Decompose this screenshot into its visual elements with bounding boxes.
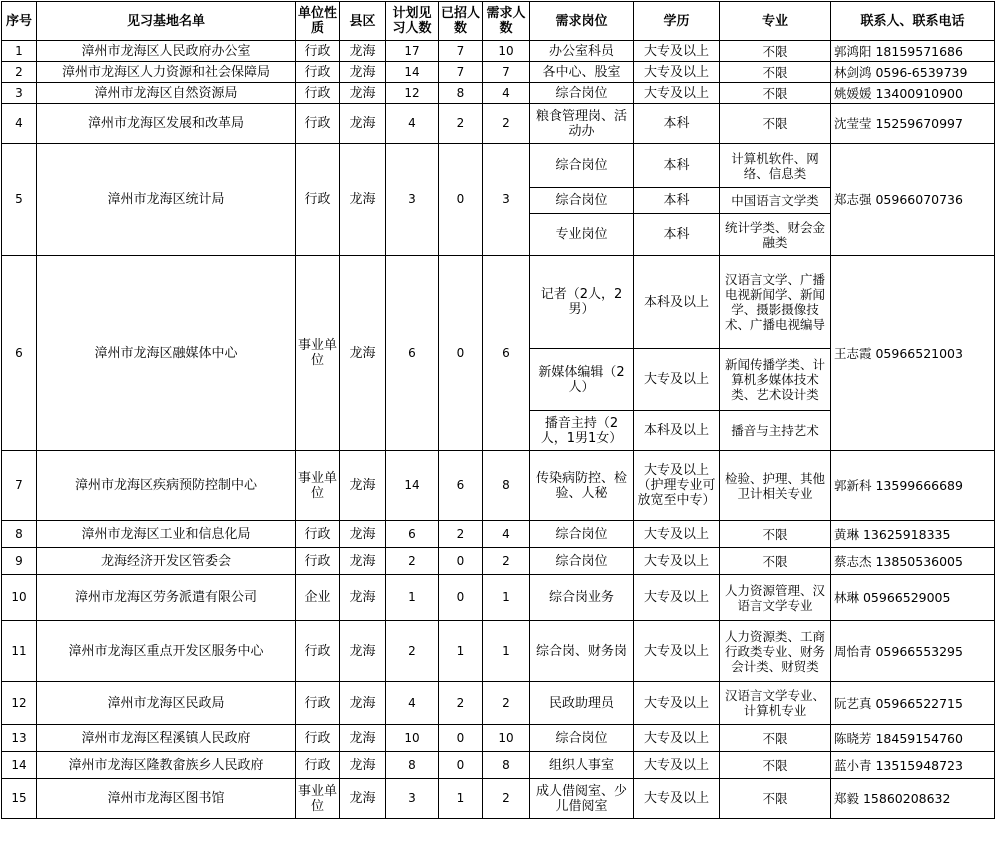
unit-nature: 行政 [296, 41, 340, 62]
row-number: 7 [2, 451, 37, 521]
row-number: 9 [2, 548, 37, 575]
planned-count: 12 [386, 83, 439, 104]
unit-name: 漳州市龙海区发展和改革局 [37, 104, 296, 144]
demand-count: 3 [483, 144, 530, 256]
table-row [2, 621, 995, 682]
unit-name: 漳州市龙海区图书馆 [37, 779, 296, 819]
unit-nature: 行政 [296, 725, 340, 752]
county: 龙海 [340, 41, 386, 62]
major: 不限 [720, 41, 831, 62]
demand-count: 4 [483, 521, 530, 548]
planned-count: 4 [386, 104, 439, 144]
position: 专业岗位 [530, 214, 634, 256]
major: 不限 [720, 62, 831, 83]
hired-count: 1 [439, 621, 483, 682]
demand-count: 8 [483, 752, 530, 779]
demand-count: 6 [483, 256, 530, 451]
planned-count: 10 [386, 725, 439, 752]
internship-base-table [1, 1, 995, 819]
county: 龙海 [340, 575, 386, 621]
education: 大专及以上 [634, 682, 720, 725]
county: 龙海 [340, 83, 386, 104]
unit-name: 漳州市龙海区融媒体中心 [37, 256, 296, 451]
hired-count: 7 [439, 62, 483, 83]
demand-count: 7 [483, 62, 530, 83]
position: 播音主持（2人，1男1女） [530, 411, 634, 451]
col-header-no: 序号 [2, 2, 37, 41]
position: 办公室科员 [530, 41, 634, 62]
contact: 阮艺真 05966522715 [831, 682, 995, 725]
hired-count: 0 [439, 548, 483, 575]
contact: 黄琳 13625918335 [831, 521, 995, 548]
col-header-edu: 学历 [634, 2, 720, 41]
unit-nature: 行政 [296, 752, 340, 779]
county: 龙海 [340, 779, 386, 819]
unit-nature: 行政 [296, 104, 340, 144]
unit-nature: 行政 [296, 682, 340, 725]
position: 综合岗位 [530, 725, 634, 752]
row-number: 14 [2, 752, 37, 779]
position: 综合岗、财务岗 [530, 621, 634, 682]
table-row [2, 682, 995, 725]
table-row [2, 575, 995, 621]
education: 大专及以上 [634, 779, 720, 819]
hired-count: 2 [439, 104, 483, 144]
county: 龙海 [340, 62, 386, 83]
position: 综合岗位 [530, 521, 634, 548]
row-number: 3 [2, 83, 37, 104]
hired-count: 8 [439, 83, 483, 104]
education: 大专及以上 [634, 41, 720, 62]
planned-count: 6 [386, 256, 439, 451]
position: 综合岗业务 [530, 575, 634, 621]
row-number: 15 [2, 779, 37, 819]
contact: 林剑鸿 0596-6539739 [831, 62, 995, 83]
unit-name: 漳州市龙海区民政局 [37, 682, 296, 725]
unit-nature: 行政 [296, 144, 340, 256]
unit-name: 漳州市龙海区疾病预防控制中心 [37, 451, 296, 521]
hired-count: 6 [439, 451, 483, 521]
position: 综合岗位 [530, 548, 634, 575]
education: 大专及以上（护理专业可放宽至中专） [634, 451, 720, 521]
col-header-contact: 联系人、联系电话 [831, 2, 995, 41]
position: 综合岗位 [530, 188, 634, 214]
contact: 姚媛媛 13400910900 [831, 83, 995, 104]
row-number: 6 [2, 256, 37, 451]
planned-count: 4 [386, 682, 439, 725]
col-header-post: 需求岗位 [530, 2, 634, 41]
planned-count: 2 [386, 621, 439, 682]
major: 不限 [720, 725, 831, 752]
row-number: 13 [2, 725, 37, 752]
hired-count: 0 [439, 752, 483, 779]
planned-count: 17 [386, 41, 439, 62]
position: 民政助理员 [530, 682, 634, 725]
col-header-hired: 已招人数 [439, 2, 483, 41]
major: 不限 [720, 779, 831, 819]
unit-nature: 事业单位 [296, 451, 340, 521]
unit-name: 漳州市龙海区工业和信息化局 [37, 521, 296, 548]
contact: 郑志强 05966070736 [831, 144, 995, 256]
demand-count: 2 [483, 779, 530, 819]
contact: 王志霞 05966521003 [831, 256, 995, 451]
unit-name: 漳州市龙海区重点开发区服务中心 [37, 621, 296, 682]
education: 大专及以上 [634, 575, 720, 621]
education: 本科及以上 [634, 256, 720, 349]
position: 传染病防控、检验、人秘 [530, 451, 634, 521]
contact: 蔡志杰 13850536005 [831, 548, 995, 575]
unit-name: 漳州市龙海区自然资源局 [37, 83, 296, 104]
table-row [2, 144, 995, 188]
unit-name: 漳州市龙海区统计局 [37, 144, 296, 256]
county: 龙海 [340, 521, 386, 548]
hired-count: 0 [439, 144, 483, 256]
table-row [2, 41, 995, 62]
hired-count: 0 [439, 725, 483, 752]
row-number: 8 [2, 521, 37, 548]
unit-nature: 企业 [296, 575, 340, 621]
unit-nature: 行政 [296, 62, 340, 83]
major: 统计学类、财会金融类 [720, 214, 831, 256]
county: 龙海 [340, 725, 386, 752]
planned-count: 1 [386, 575, 439, 621]
col-header-major: 专业 [720, 2, 831, 41]
unit-nature: 事业单位 [296, 256, 340, 451]
demand-count: 10 [483, 41, 530, 62]
table-row [2, 779, 995, 819]
education: 本科 [634, 214, 720, 256]
planned-count: 2 [386, 548, 439, 575]
county: 龙海 [340, 104, 386, 144]
contact: 蓝小青 13515948723 [831, 752, 995, 779]
education: 大专及以上 [634, 752, 720, 779]
unit-name: 漳州市龙海区隆教畲族乡人民政府 [37, 752, 296, 779]
unit-nature: 行政 [296, 83, 340, 104]
position: 新媒体编辑（2人） [530, 349, 634, 411]
major: 汉语言文学专业、计算机专业 [720, 682, 831, 725]
position: 各中心、股室 [530, 62, 634, 83]
county: 龙海 [340, 548, 386, 575]
header-row [2, 2, 995, 41]
contact: 郑毅 15860208632 [831, 779, 995, 819]
major: 不限 [720, 521, 831, 548]
table-row [2, 725, 995, 752]
position: 组织人事室 [530, 752, 634, 779]
education: 本科 [634, 188, 720, 214]
education: 本科及以上 [634, 411, 720, 451]
unit-nature: 行政 [296, 548, 340, 575]
table-row [2, 521, 995, 548]
major: 人力资源管理、汉语言文学专业 [720, 575, 831, 621]
row-number: 5 [2, 144, 37, 256]
unit-name: 漳州市龙海区程溪镇人民政府 [37, 725, 296, 752]
unit-name: 漳州市龙海区劳务派遣有限公司 [37, 575, 296, 621]
county: 龙海 [340, 682, 386, 725]
demand-count: 8 [483, 451, 530, 521]
position: 粮食管理岗、活动办 [530, 104, 634, 144]
demand-count: 2 [483, 548, 530, 575]
contact: 周怡青 05966553295 [831, 621, 995, 682]
major: 汉语言文学、广播电视新闻学、新闻学、摄影摄像技术、广播电视编导 [720, 256, 831, 349]
table-row [2, 104, 995, 144]
planned-count: 14 [386, 451, 439, 521]
planned-count: 14 [386, 62, 439, 83]
demand-count: 2 [483, 682, 530, 725]
col-header-plan: 计划见习人数 [386, 2, 439, 41]
unit-nature: 行政 [296, 621, 340, 682]
position: 记者（2人，2男） [530, 256, 634, 349]
row-number: 2 [2, 62, 37, 83]
contact: 林琳 05966529005 [831, 575, 995, 621]
contact: 郭鸿阳 18159571686 [831, 41, 995, 62]
hired-count: 0 [439, 575, 483, 621]
hired-count: 7 [439, 41, 483, 62]
unit-nature: 事业单位 [296, 779, 340, 819]
demand-count: 1 [483, 575, 530, 621]
row-number: 10 [2, 575, 37, 621]
row-number: 1 [2, 41, 37, 62]
col-header-unit: 见习基地名单 [37, 2, 296, 41]
unit-name: 漳州市龙海区人民政府办公室 [37, 41, 296, 62]
county: 龙海 [340, 256, 386, 451]
col-header-county: 县区 [340, 2, 386, 41]
planned-count: 3 [386, 779, 439, 819]
demand-count: 2 [483, 104, 530, 144]
row-number: 11 [2, 621, 37, 682]
planned-count: 6 [386, 521, 439, 548]
planned-count: 3 [386, 144, 439, 256]
position: 综合岗位 [530, 144, 634, 188]
table-row [2, 548, 995, 575]
hired-count: 2 [439, 682, 483, 725]
major: 人力资源类、工商行政类专业、财务会计类、财贸类 [720, 621, 831, 682]
demand-count: 1 [483, 621, 530, 682]
table-row [2, 752, 995, 779]
major: 不限 [720, 752, 831, 779]
major: 不限 [720, 548, 831, 575]
education: 本科 [634, 104, 720, 144]
contact: 陈晓芳 18459154760 [831, 725, 995, 752]
major: 中国语言文学类 [720, 188, 831, 214]
county: 龙海 [340, 621, 386, 682]
position: 综合岗位 [530, 83, 634, 104]
contact: 郭新科 13599666689 [831, 451, 995, 521]
education: 大专及以上 [634, 725, 720, 752]
major: 不限 [720, 104, 831, 144]
education: 大专及以上 [634, 548, 720, 575]
row-number: 12 [2, 682, 37, 725]
county: 龙海 [340, 144, 386, 256]
county: 龙海 [340, 451, 386, 521]
education: 大专及以上 [634, 349, 720, 411]
hired-count: 0 [439, 256, 483, 451]
demand-count: 4 [483, 83, 530, 104]
contact: 沈莹莹 15259670997 [831, 104, 995, 144]
major: 计算机软件、网络、信息类 [720, 144, 831, 188]
major: 新闻传播学类、计算机多媒体技术类、艺术设计类 [720, 349, 831, 411]
unit-name: 龙海经济开发区管委会 [37, 548, 296, 575]
education: 大专及以上 [634, 621, 720, 682]
major: 检验、护理、其他卫计相关专业 [720, 451, 831, 521]
county: 龙海 [340, 752, 386, 779]
education: 大专及以上 [634, 521, 720, 548]
major: 不限 [720, 83, 831, 104]
table-row [2, 256, 995, 349]
col-header-nature: 单位性质 [296, 2, 340, 41]
table-row [2, 62, 995, 83]
table-row [2, 451, 995, 521]
col-header-demand: 需求人数 [483, 2, 530, 41]
unit-name: 漳州市龙海区人力资源和社会保障局 [37, 62, 296, 83]
row-number: 4 [2, 104, 37, 144]
position: 成人借阅室、少儿借阅室 [530, 779, 634, 819]
hired-count: 1 [439, 779, 483, 819]
hired-count: 2 [439, 521, 483, 548]
education: 大专及以上 [634, 62, 720, 83]
unit-nature: 行政 [296, 521, 340, 548]
demand-count: 10 [483, 725, 530, 752]
major: 播音与主持艺术 [720, 411, 831, 451]
planned-count: 8 [386, 752, 439, 779]
education: 本科 [634, 144, 720, 188]
education: 大专及以上 [634, 83, 720, 104]
table-row [2, 83, 995, 104]
